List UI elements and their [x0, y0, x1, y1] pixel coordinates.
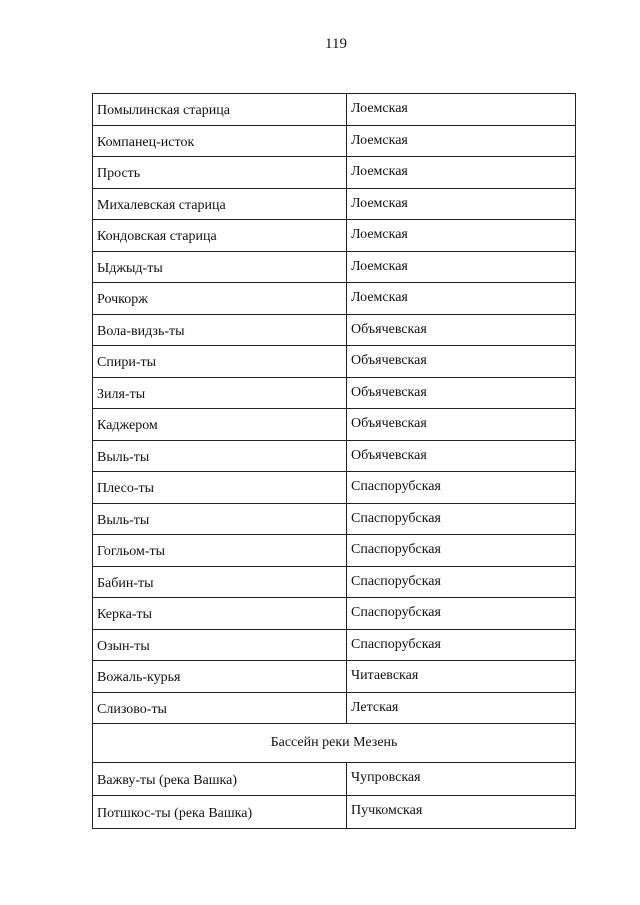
water-body-name: Вожаль-курья — [93, 661, 347, 693]
table-row — [93, 377, 576, 409]
water-body-name: Выль-ты — [93, 503, 347, 535]
table-row — [93, 409, 576, 441]
water-body-name: Помылинская старица — [93, 94, 347, 126]
district-name: Лоемская — [347, 188, 576, 220]
water-body-name: Слизово-ты — [93, 692, 347, 724]
water-body-name: Ыджыд-ты — [93, 251, 347, 283]
water-body-name: Прость — [93, 157, 347, 189]
district-name: Объячевская — [347, 440, 576, 472]
page-number: 119 — [325, 36, 347, 52]
district-name: Лоемская — [347, 94, 576, 126]
section-title: Бассейн реки Мезень — [93, 724, 576, 763]
table-row — [93, 796, 576, 829]
district-name: Лоемская — [347, 283, 576, 315]
table-row — [93, 566, 576, 598]
table-row — [93, 157, 576, 189]
district-name: Лоемская — [347, 220, 576, 252]
water-body-name: Вола-видзь-ты — [93, 314, 347, 346]
table-row — [93, 283, 576, 315]
water-body-name: Рочкорж — [93, 283, 347, 315]
table-row — [93, 598, 576, 630]
table-row — [93, 314, 576, 346]
table-body — [93, 94, 576, 829]
district-name: Спаспорубская — [347, 629, 576, 661]
district-name: Спаспорубская — [347, 503, 576, 535]
water-body-name: Керка-ты — [93, 598, 347, 630]
water-body-name: Зиля-ты — [93, 377, 347, 409]
table-row — [93, 94, 576, 126]
district-name: Пучкомская — [347, 796, 576, 829]
table-row — [93, 692, 576, 724]
water-body-name: Спири-ты — [93, 346, 347, 378]
table-row — [93, 188, 576, 220]
district-name: Спаспорубская — [347, 472, 576, 504]
district-name: Объячевская — [347, 346, 576, 378]
district-name: Читаевская — [347, 661, 576, 693]
table-row — [93, 763, 576, 796]
water-body-name: Кондовская старица — [93, 220, 347, 252]
table-row — [93, 535, 576, 567]
district-name: Спаспорубская — [347, 535, 576, 567]
table-row — [93, 503, 576, 535]
table-row — [93, 629, 576, 661]
district-name: Лоемская — [347, 157, 576, 189]
table-row — [93, 661, 576, 693]
water-bodies-table — [92, 93, 576, 829]
district-name: Лоемская — [347, 125, 576, 157]
table-row — [93, 440, 576, 472]
district-name: Объячевская — [347, 314, 576, 346]
water-body-name: Потшкос-ты (река Вашка) — [93, 796, 347, 829]
district-name: Чупровская — [347, 763, 576, 796]
district-name: Объячевская — [347, 377, 576, 409]
district-name: Спаспорубская — [347, 566, 576, 598]
water-body-name: Озын-ты — [93, 629, 347, 661]
water-body-name: Плесо-ты — [93, 472, 347, 504]
district-name: Спаспорубская — [347, 598, 576, 630]
water-body-name: Выль-ты — [93, 440, 347, 472]
table-row — [93, 251, 576, 283]
table-row — [93, 220, 576, 252]
water-body-name: Важву-ты (река Вашка) — [93, 763, 347, 796]
water-body-name: Гогльом-ты — [93, 535, 347, 567]
table-row — [93, 472, 576, 504]
section-header-row — [93, 724, 576, 763]
district-name: Летская — [347, 692, 576, 724]
table-row — [93, 346, 576, 378]
district-name: Лоемская — [347, 251, 576, 283]
district-name: Объячевская — [347, 409, 576, 441]
water-body-name: Компанец-исток — [93, 125, 347, 157]
water-body-name: Каджером — [93, 409, 347, 441]
water-body-name: Бабин-ты — [93, 566, 347, 598]
water-body-name: Михалевская старица — [93, 188, 347, 220]
table-row — [93, 125, 576, 157]
